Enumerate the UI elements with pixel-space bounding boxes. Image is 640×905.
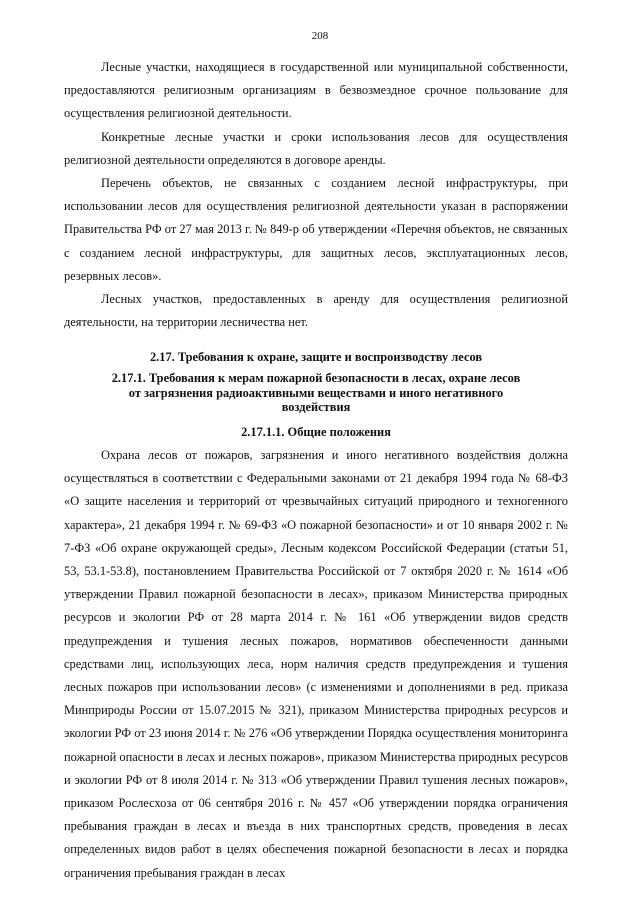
paragraph-forest-plots: Лесные участки, находящиеся в государственной или муниципальной собственности, предоставляются религиозным организациям в безвозмездное срочное пользование для осуществления религиозной деятельности. [64, 60, 568, 121]
paragraph-lease-terms: Конкретные лесные участки и сроки использования лесов для осуществления религиозной деятельности определяются в договоре аренды. [64, 129, 568, 167]
subsection-heading-line: воздействия [281, 400, 351, 415]
paragraph-no-leased-plots: Лесных участков, предоставленных в аренду для осуществления религиозной деятельности, на территории лесничества нет. [64, 292, 568, 330]
subsubsection-heading: 2.17.1.1. Общие положения [241, 424, 391, 439]
subsection-heading-line: 2.17.1. Требования к мерам пожарной безопасности в лесах, охране лесов [111, 371, 521, 386]
page-number: 208 [311, 30, 329, 42]
section-heading: 2.17. Требования к охране, защите и воспроизводству лесов [149, 350, 483, 365]
page-content [64, 56, 568, 885]
subsection-heading [64, 371, 568, 415]
subsection-heading-line: от загрязнения радиоактивными веществами и иного негативного [128, 385, 504, 400]
paragraph-fire-protection: Охрана лесов от пожаров, загрязнения и иного негативного воздействия должна осуществляться в соответствии с Федеральными законами от 21 декабря 1994 года № 68-ФЗ «О защите населения и территорий от чрезвычайных ситуаций природного и техногенного характера», 21 декабря 1994 г. № 69-ФЗ «О пожарной безопасности» и от 10 января 2002 г. № 7-ФЗ «Об охране окружающей среды», Лесным кодексом Российской Федерации (статьи 51, 53, 53.1-53.8), постановлением Правительства Российской от 7 октября 2020 г. № 1614 «Об утверждении Правил пожарной безопасности в лесах», приказом Министерства природных ресурсов и экологии РФ от 28 марта 2014 г. № 161 «Об утверждении видов средств предупреждения и тушения лесных пожаров, нормативов обеспеченности данными средствами лиц, использующих леса, норм наличия средств предупреждения и тушения лесных пожаров при использовании лесов» (с изменениями и дополнениями в ред. приказа Минприроды России от 15.07.2015 № 321), приказом Министерства природных ресурсов и экологии РФ от 23 июня 2014 г. № 276 «Об утверждении Порядка осуществления мониторинга пожарной опасности в лесах и лесных пожаров», приказом Министерства природных ресурсов и экологии РФ от 8 июля 2014 г. № 313 «Об утверждении Правил тушения лесных пожаров», приказом Рослесхоза от 06 сентября 2016 г. № 457 «Об утверждении порядка ограничения пребывания граждан в лесах и въезда в них транспортных средств, проведения в лесах определенных видов работ в целях обеспечения пожарной безопасности в лесах и порядка ограничения пребывания граждан в лесах [64, 447, 568, 880]
paragraph-object-list: Перечень объектов, не связанных с созданием лесной инфраструктуры, при использовании лесов для осуществления религиозной деятельности указан в распоряжении Правительства РФ от 27 мая 2013 г. № 849-р об утверждении «Перечня объектов, не связанных с созданием лесной инфраструктуры, для защитных лесов, эксплуатационных лесов, резервных лесов». [64, 176, 568, 283]
